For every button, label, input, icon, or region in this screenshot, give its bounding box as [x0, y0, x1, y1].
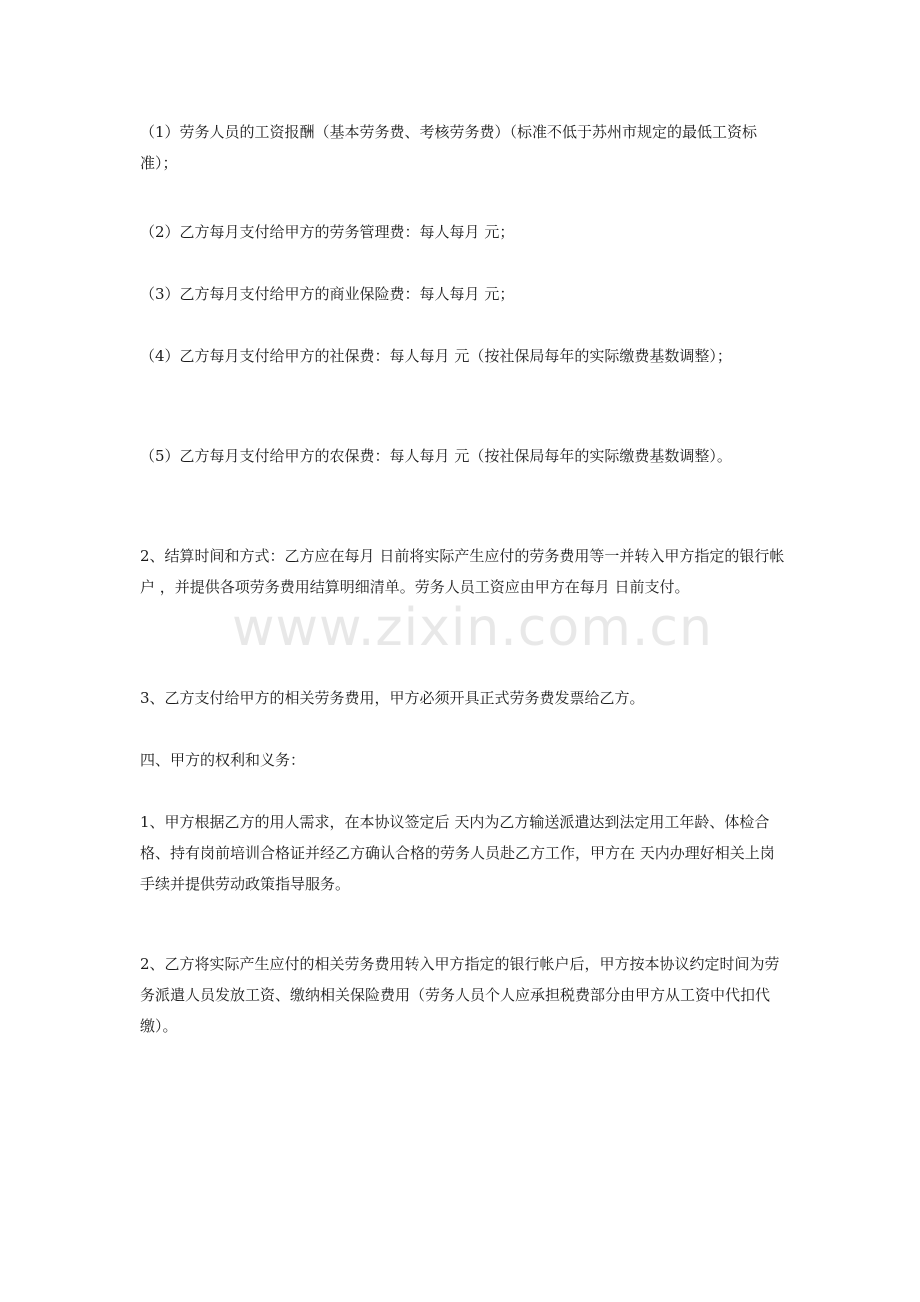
clause-settlement-time: 2、结算时间和方式：乙方应在每月 日前将实际产生应付的劳务费用等一并转入甲方指定的银行帐户 ，并提供各项劳务费用结算明细清单。劳务人员工资应由甲方在每月 日前支付。: [140, 547, 785, 596]
watermark-text: www.zixin.com.cn: [232, 598, 713, 658]
clause-invoice: 3、乙方支付给甲方的相关劳务费用，甲方必须开具正式劳务费发票给乙方。: [140, 689, 645, 707]
clause-party-a-1: 1、甲方根据乙方的用人需求，在本协议签定后 天内为乙方输送派遣达到法定用工年龄、体检合格、持有岗前培训合格证并经乙方确认合格的劳务人员赴乙方工作，甲方在 天内办理好相关上岗手续并提供劳动政策指导服务。: [140, 813, 775, 893]
clause-party-a-2: 2、乙方将实际产生应付的相关劳务费用转入甲方指定的银行帐户后，甲方按本协议约定时间为劳务派遣人员发放工资、缴纳相关保险费用（劳务人员个人应承担税费部分由甲方从工资中代扣代缴）。: [140, 955, 780, 1035]
paragraph-item-4: （4）乙方每月支付给甲方的社保费：每人每月 元（按社保局每年的实际缴费基数调整）；: [140, 347, 732, 365]
paragraph-item-5: （5）乙方每月支付给甲方的农保费：每人每月 元（按社保局每年的实际缴费基数调整）。: [140, 447, 732, 465]
paragraph-item-3: （3）乙方每月支付给甲方的商业保险费：每人每月 元；: [140, 285, 515, 303]
paragraph-item-1: （1）劳务人员的工资报酬（基本劳务费、考核劳务费）（标准不低于苏州市规定的最低工资标准）；: [140, 123, 758, 172]
section-heading: 四、甲方的权利和义务：: [140, 751, 306, 769]
paragraph-item-2: （2）乙方每月支付给甲方的劳务管理费：每人每月 元；: [140, 223, 515, 241]
